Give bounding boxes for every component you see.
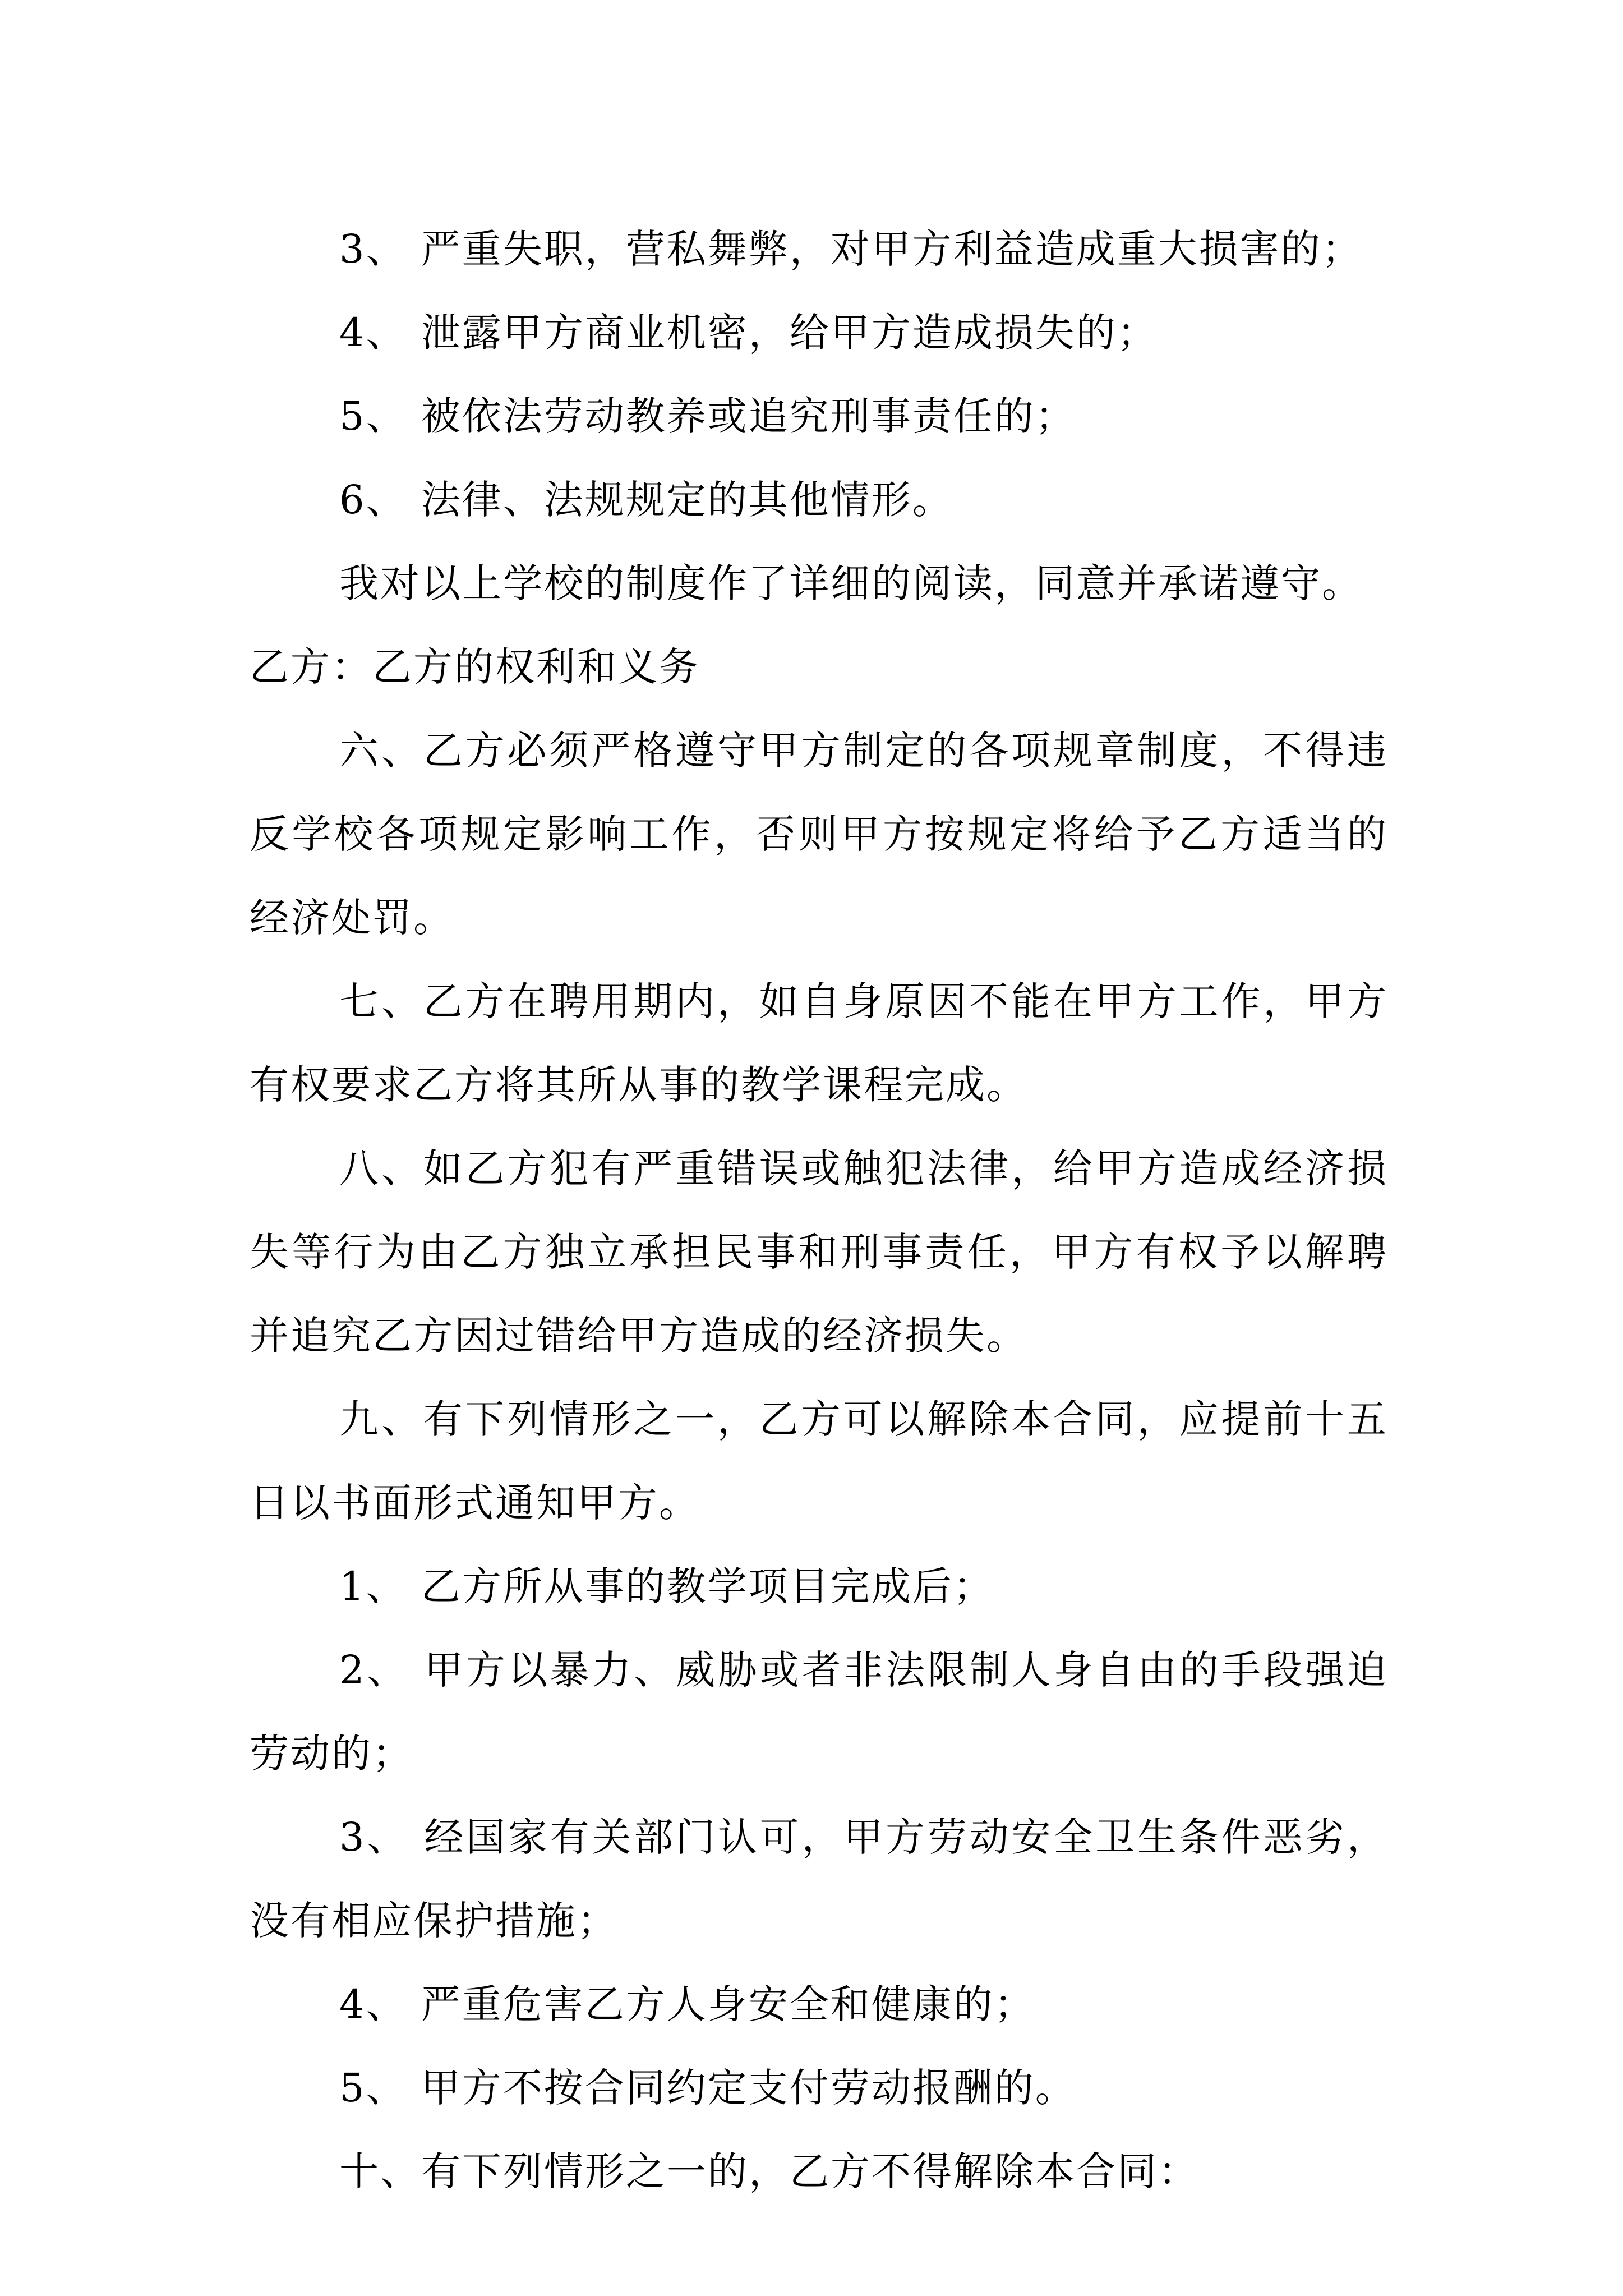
paragraph-clause-7: 七、乙方在聘用期内，如自身原因不能在甲方工作，甲方有权要求乙方将其所从事的教学课程完成。 — [250, 978, 1388, 1108]
paragraph-item-6-other-cases: 6、 法律、法规规定的其他情形。 — [339, 477, 953, 523]
paragraph-clause-9-item-1: 1、 乙方所从事的教学项目完成后； — [339, 1563, 994, 1609]
paragraph-clause-6: 六、乙方必须严格遵守甲方制定的各项规章制度，不得违反学校各项规定影响工作，否则甲方按规定将给予乙方适当的经济处罚。 — [250, 728, 1388, 941]
paragraph-clause-9-item-4: 4、 严重危害乙方人身安全和健康的； — [339, 1981, 1035, 2027]
document-body — [250, 208, 1388, 2214]
paragraph-clause-9-item-3: 3、 经国家有关部门认可，甲方劳动安全卫生条件恶劣，没有相应保护措施； — [250, 1814, 1388, 1944]
paragraph-agreement-statement: 我对以上学校的制度作了详细的阅读，同意并承诺遵守。 — [339, 560, 1363, 606]
paragraph-item-4-trade-secrets: 4、 泄露甲方商业机密，给甲方造成损失的； — [339, 310, 1158, 356]
paragraph-item-5-criminal-liability: 5、 被依法劳动教养或追究刑事责任的； — [339, 393, 1076, 439]
paragraph-clause-8: 八、如乙方犯有严重错误或触犯法律，给甲方造成经济损失等行为由乙方独立承担民事和刑事责任，甲方有权予以解聘并追究乙方因过错给甲方造成的经济损失。 — [250, 1145, 1388, 1359]
paragraph-clause-10: 十、有下列情形之一的，乙方不得解除本合同： — [339, 2148, 1199, 2194]
paragraph-clause-9-item-5: 5、 甲方不按合同约定支付劳动报酬的。 — [339, 2065, 1076, 2111]
paragraph-clause-9: 九、有下列情形之一，乙方可以解除本合同，应提前十五日以书面形式通知甲方。 — [250, 1396, 1388, 1526]
paragraph-clause-9-item-2: 2、 甲方以暴力、威胁或者非法限制人身自由的手段强迫劳动的； — [250, 1647, 1388, 1777]
paragraph-item-3-dereliction: 3、 严重失职，营私舞弊，对甲方利益造成重大损害的； — [339, 226, 1363, 272]
section-heading-party-b-rights: 乙方：乙方的权利和义务 — [250, 644, 700, 690]
